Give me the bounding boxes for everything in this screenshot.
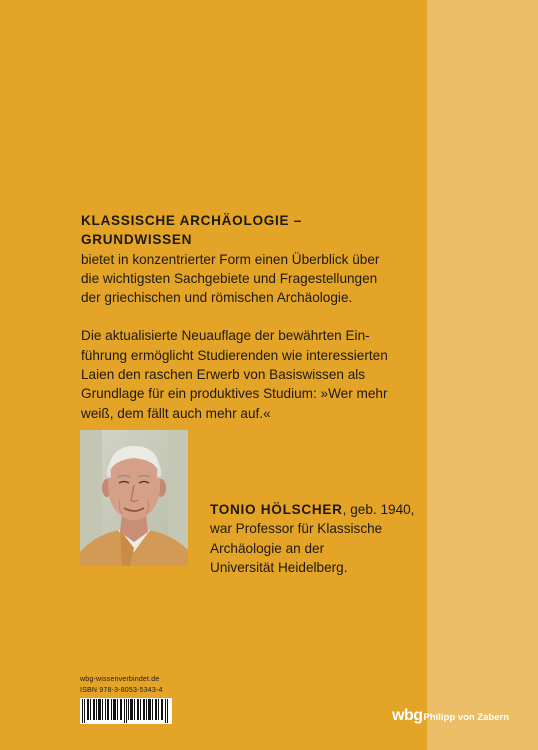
publisher-url: wbg-wissenverbindet.de bbox=[80, 676, 160, 683]
blurb-intro bbox=[81, 211, 411, 307]
author-photo bbox=[80, 430, 188, 566]
blurb-intro-line: der griechischen und römischen Archäologie. bbox=[81, 290, 353, 306]
spine-band bbox=[427, 0, 538, 750]
blurb-line: weiß, dem fällt auch mehr auf.« bbox=[81, 405, 271, 421]
author-bio-line: war Professor für Klassische bbox=[210, 521, 383, 537]
blurb-line: führung ermöglicht Studierenden wie interessierten bbox=[81, 347, 388, 363]
barcode-icon bbox=[80, 698, 172, 724]
author-bio-line: Archäologie an der bbox=[210, 540, 325, 556]
author-birth: , geb. 1940, bbox=[342, 502, 415, 517]
blurb-intro-line: die wichtigsten Sachgebiete und Fragestellungen bbox=[81, 270, 378, 286]
blurb-intro-line: bietet in konzentrierter Form einen Überblick über bbox=[81, 251, 380, 267]
author-bio bbox=[210, 500, 420, 577]
blurb-line: Grundlage für ein produktives Studium: »Wer mehr bbox=[81, 386, 388, 402]
publisher-logo bbox=[392, 707, 509, 731]
author-name: TONIO HÖLSCHER bbox=[210, 502, 343, 517]
publisher-logo-abbr: wbg bbox=[392, 707, 423, 724]
blurb-line: Die aktualisierte Neuauflage der bewährten Ein- bbox=[81, 328, 370, 344]
barcode bbox=[80, 698, 172, 724]
book-title-heading: KLASSISCHE ARCHÄOLOGIE – GRUNDWISSEN bbox=[81, 213, 302, 248]
blurb-paragraph-2 bbox=[81, 326, 411, 422]
blurb-line: Laien den raschen Erwerb von Basiswissen als bbox=[81, 367, 366, 383]
author-bio-line: Universität Heidelberg. bbox=[210, 559, 348, 575]
publisher-logo-name: Philipp von Zabern bbox=[423, 712, 510, 723]
blurb bbox=[81, 211, 411, 423]
isbn: ISBN 978-3-8053-5343-4 bbox=[80, 687, 163, 694]
